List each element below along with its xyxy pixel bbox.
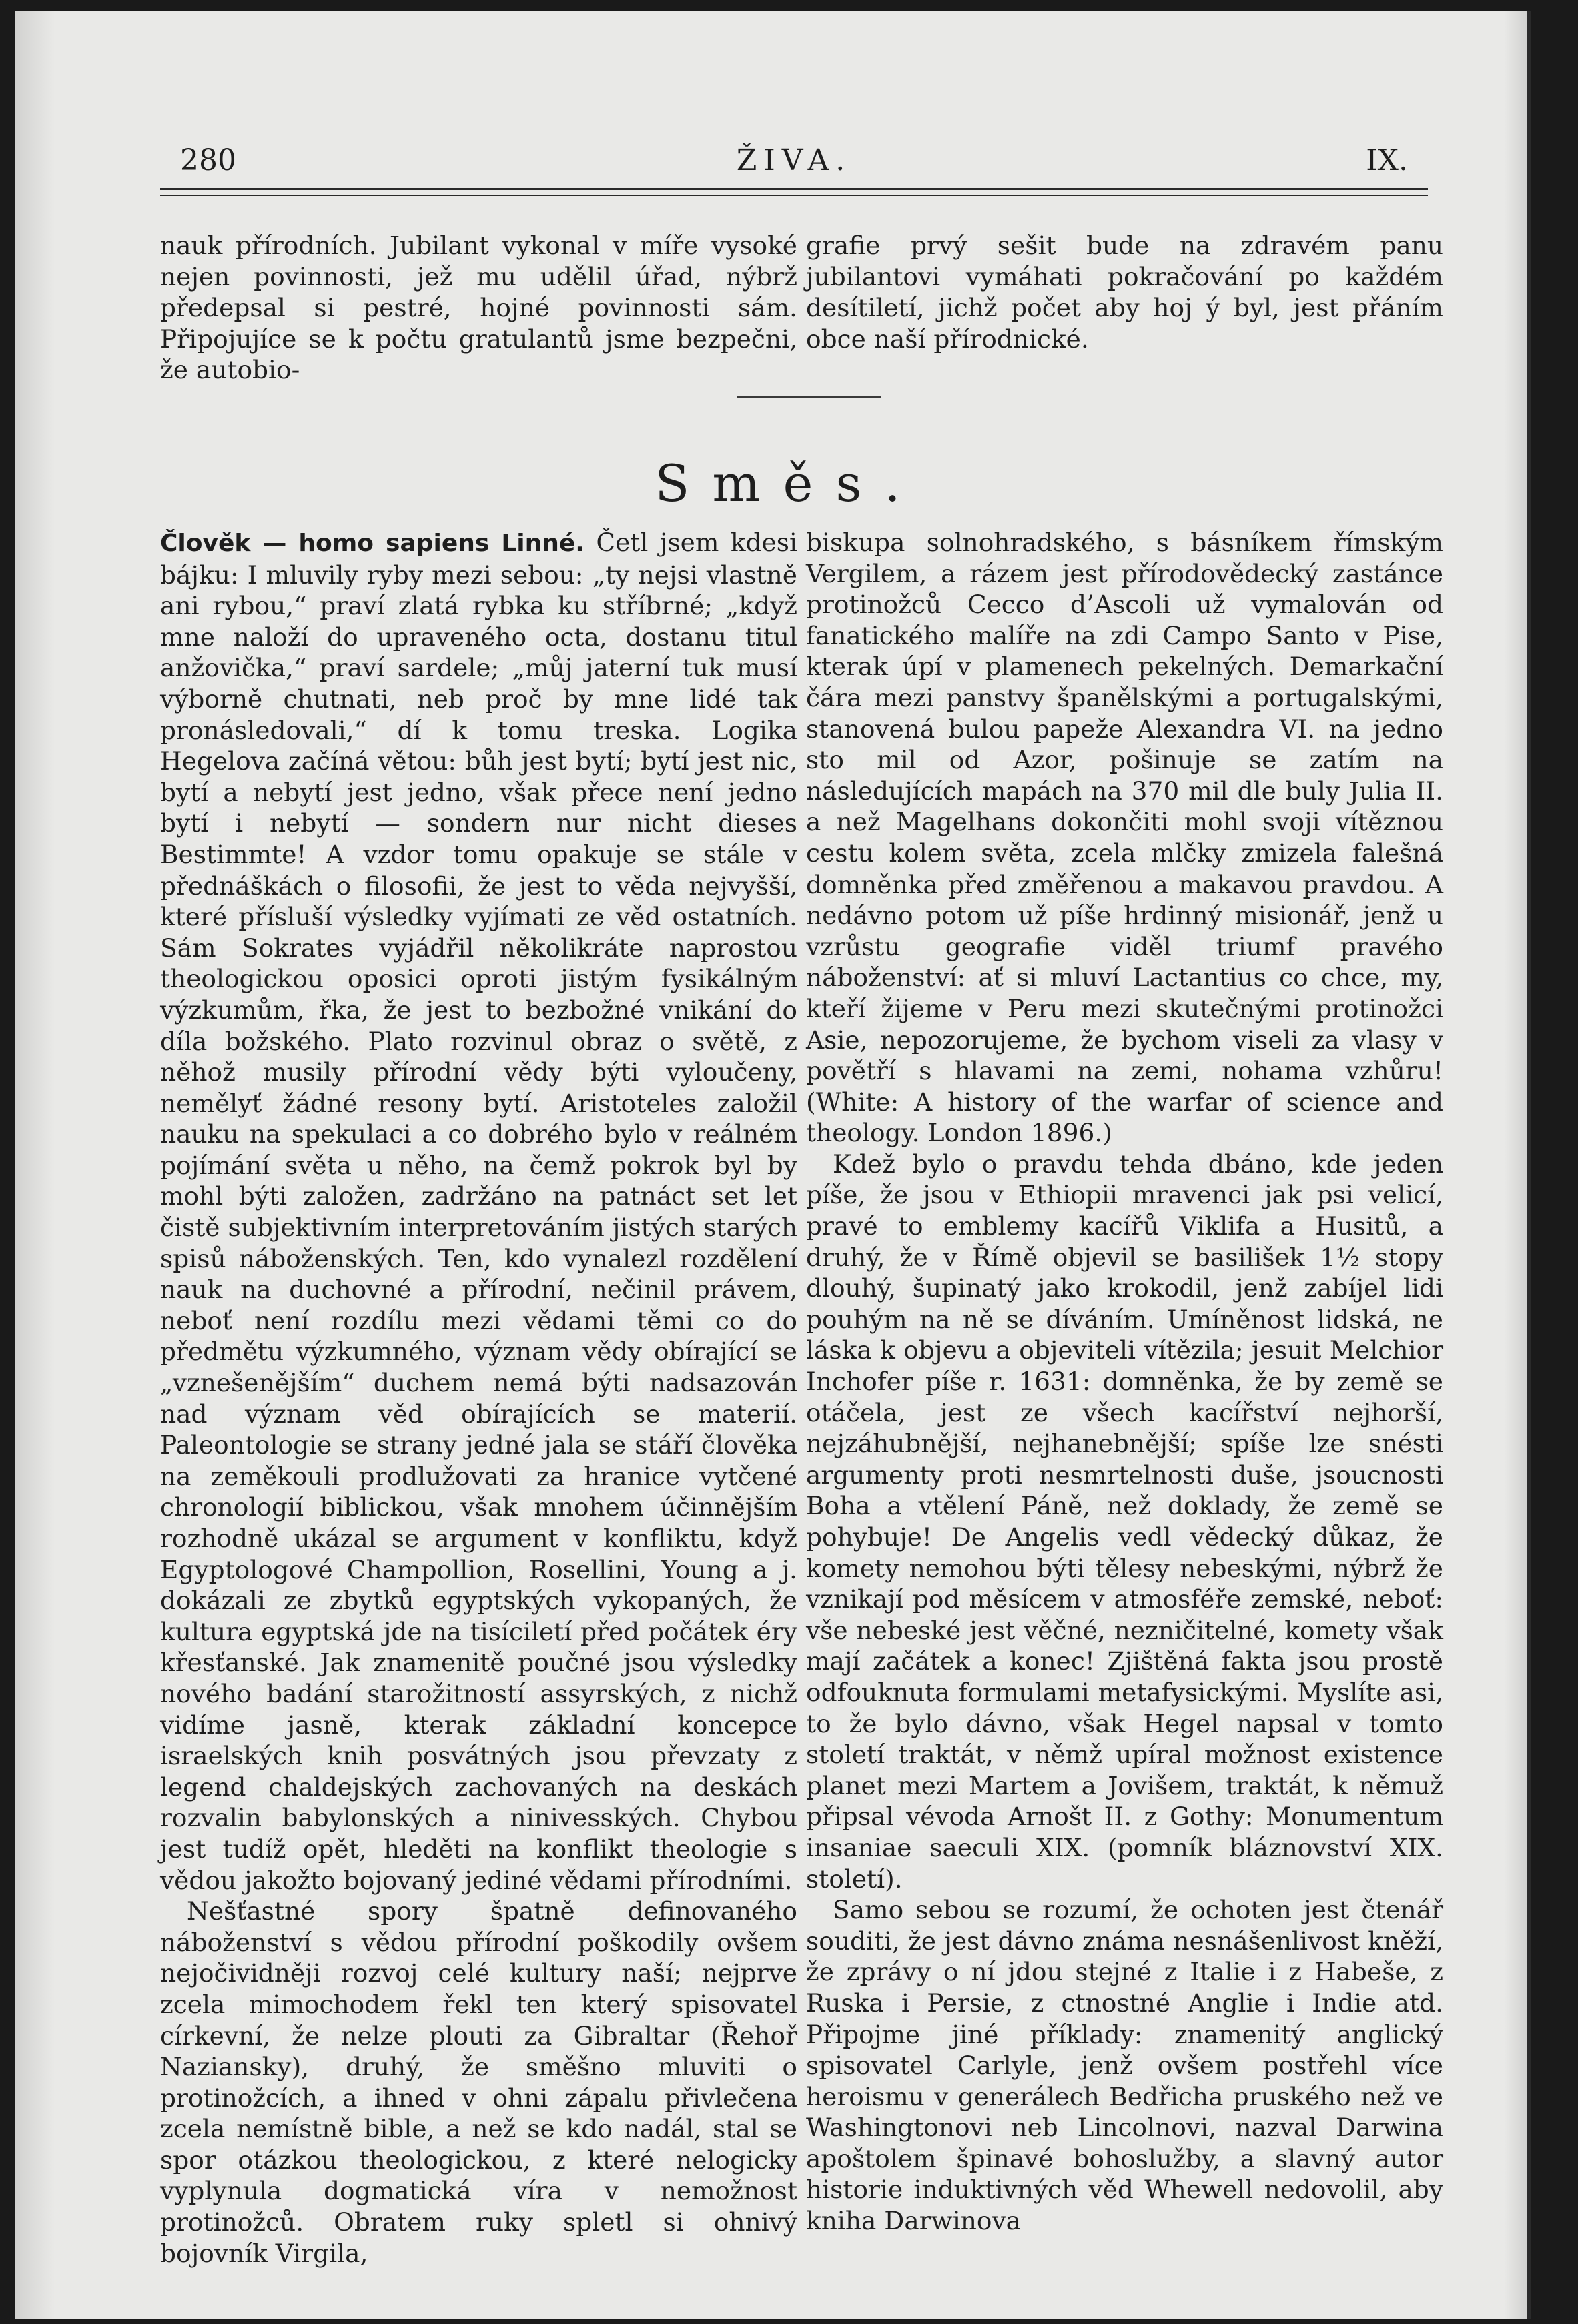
article-paragraph-1: Četl jsem kdesi bájku: I mluvily ryby mezi sebou: „ty nejsi vlastně ani rybou,“ praví zlatá rybka ku stříbrné; „když mne naloží do upraveného octa, dostanu titul anžovička,“ praví sardele; „můj jaterní tuk musí výborně chutnati, neb proč by mne lidé tak pronásledovali,“ dí k tomu treska. Logika Hegelova začíná větou: bůh jest bytí; bytí jest nic, bytí a nebytí jest jedno, však přece není jedno bytí i nebytí — sondern nur nicht dieses Bestimmte! A vzdor tomu opakuje se stále v přednáškách o filosofii, že jest to věda nejvyšší, které přísluší výsledky vyjímati ze věd ostatních. Sám Sokrates vyjádřil několikráte naprostou theologickou oposici oproti jistým fysikálným výzkumům, řka, že jest to bezbožné vnikání do díla božského. Plato rozvinul obraz o světě, z něhož musily přírodní vědy býti vyloučeny, nemělyť žádné resony bytí. Aristoteles založil nauku na spekulaci a co dobrého bylo v reálném pojímání světa u něho, na čemž pokrok byl by mohl býti založen, zadržáno na patnáct set let čistě subjektivním interpretováním jistých starých spisů náboženských. Ten, kdo vynalezl rozdělení nauk na duchovné a přírodní, nečinil právem, neboť není rozdílu mezi vědami těmi co do předmětu výzkumného, význam vědy obírající se „vznešenějším“ duchem nemá býti nadsazován nad význam věd obírajících se materií. Paleontologie se strany jedné jala se stáří člověka na zeměkouli prodlužovati za hranice vytčené chronologií biblickou, však mnohem účinnějším rozhodně ukázal se argument v konfliktu, když Egyptologové Champollion, Rosellini, Young a j. dokázali ze zbytků egyptských vykopaných, že kultura egyptská jde na tisíciletí před počátek éry křesťanské. Jak znamenitě poučné jsou výsledky nového badání starožitností assyrských, z nichž vidíme jasně, kterak základní koncepce israelských knih posvátných jsou převzaty z legend chaldejských zachovaných na deskách rozvalin babylonských a ninivesských. Chybou jest tudíž opět, hleděti na konflikt theologie s vědou jakožto bojovaný jediné vědami přírodními.: [160, 528, 797, 1895]
journal-title: ŽIVA.: [736, 143, 852, 177]
section-title: Směs.: [655, 454, 923, 513]
article-paragraph-4: Kdež bylo o pravdu tehda dbáno, kde jeden píše, že jsou v Ethiopii mravenci jak psi velicí, pravé to emblemy kacířů Viklifa a Husitů, a druhý, že v Římě objevil se basilišek 1½ stopy dlouhý, šupinatý jako krokodil, jenž zabíjel lidi pouhým na ně se díváním. Umíněnost lidská, ne láska k objevu a objeviteli vítězila; jesuit Melchior Inchofer píše r. 1631: domněnka, že by země se otáčela, jest ze všech kacířství nejhorší, nejzáhubnější, nejhanebnější; spíše lze snésti argumenty proti nesmrtelnosti duše, jsoucnosti Boha a vtělení Páně, než doklady, že země se pohybuje! De Angelis vedl vědecký důkaz, že komety nemohou býti tělesy nebeskými, nýbrž že vznikají pod měsícem v atmosféře zemské, neboť: vše nebeské jest věčné, nezničitelné, komety však mají začátek a konec! Zjištěná fakta jsou prostě odfouknuta formulami metafysickými. Myslíte asi, to že bylo dávno, však Hegel napsal v tomto století traktát, v němž upíral možnost existence planet mezi Martem a Jovišem, traktát, k němuž připsal vévoda Arnošt II. z Gothy: Monumentum insaniae saeculi XIX. (pomník bláznovství XIX. století).: [806, 1149, 1443, 1894]
article-paragraph-2: Nešťastné spory špatně definovaného náboženství s vědou přírodní poškodily ovšem nejočividněji rozvoj celé kultury naší; nejprve zcela mimochodem řekl ten který spisovatel církevní, že nelze plouti za Gibraltar (Řehoř Naziansky), druhý, že směšno mluviti o protinožcích, a ihned v ohni zápalu přivlečena zcela nemístně bible, a než se kdo nadál, stal se spor otázkou theologickou, z které nelogicky vyplynula dogmatická víra v nemožnost protinožců. Obratem ruky spletl si ohnivý bojovník Virgila,: [160, 1896, 797, 2268]
article-paragraph: [160, 527, 797, 1896]
intro-column-left: [160, 230, 797, 386]
article-paragraph-3: biskupa solnohradského, s básníkem římským Vergilem, a rázem jest přírodovědecký zastánce protinožců Cecco d’Ascoli už vymalován od fanatického malíře na zdi Campo Santo v Pise, kterak úpí v plamenech pekelných. Demarkační čára mezi panstvy španělskými a portugalskými, stanovená bulou papeže Alexandra VI. na jedno sto mil od Azor, pošinuje se zatím na následujících mapách na 370 mil dle buly Julia II. a než Magelhans dokončiti mohl svoji vítěznou cestu kolem světa, zcela mlčky zmizela falešná domněnka před změřenou a makavou pravdou. A nedávno potom už píše hrdinný misionář, jenž u vzrůstu geografie viděl triumf pravého náboženství: ať si mluví Lactantius co chce, my, kteří žijeme v Peru mezi skutečnými protinožci Asie, nepozorujeme, že bychom viseli za vlasy v povětří s hlavami na zemi, nohama vzhůru! (White: A history of the warfar of science and theology. London 1896.): [806, 528, 1443, 1148]
intro-text-right: grafie prvý sešit bude na zdravém panu jubilantovi vymáhati pokračování po každém desítiletí, jichž počet aby hoj ý byl, jest přáním obce naší přírodnické.: [806, 231, 1443, 354]
page-edge: [1527, 11, 1531, 2319]
intro-column-right: [806, 230, 1443, 354]
article-lead: Člověk — homo sapiens Linné.: [160, 530, 584, 557]
header-rule: [160, 188, 1428, 196]
page-number: 280: [180, 143, 236, 177]
article-column-right: [806, 527, 1443, 2237]
scan-shadow-left: [15, 11, 55, 2319]
section-separator: [737, 396, 881, 398]
article-paragraph-5: Samo sebou se rozumí, že ochoten jest čtenář souditi, že jest dávno známa nesnášenlivost kněží, že zprávy o ní jdou stejné z Italie i z Habeše, z Ruska i Persie, z ctnostné Anglie i Indie atd. Připojme jiné příklady: znamenitý anglický spisovatel Carlyle, jenž ovšem postřehl více heroismu v generálech Bedřicha pruského než ve Washingtonovi neb Lincolnovi, nazval Darwina apoštolem špinavé bohoslužby, a slavný autor historie induktivných věd Whewell nedovolil, aby kniha Darwinova: [806, 1895, 1443, 2236]
running-header: [160, 143, 1428, 183]
volume-number: IX.: [1366, 143, 1408, 177]
intro-text-left: nauk přírodních. Jubilant vykonal v míře vysoké nejen povinnosti, jež mu udělil úřad, nýbrž předepsal si pestré, hojné povinnosti sám. Připojujíce se k počtu gratulantů jsme bezpečni, že autobio-: [160, 231, 797, 385]
article-column-left: [160, 527, 797, 2269]
